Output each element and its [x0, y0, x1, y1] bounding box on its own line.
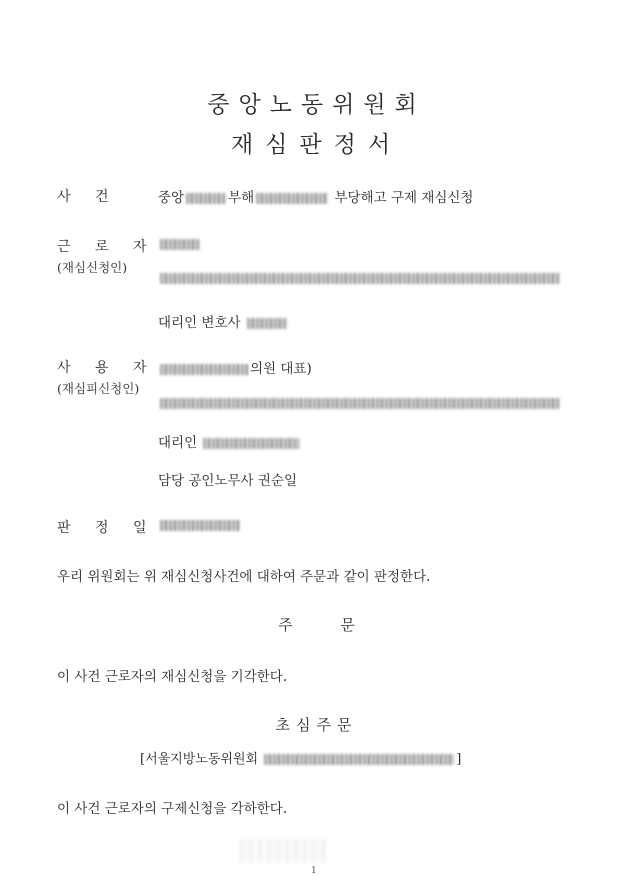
employer-address — [158, 395, 562, 411]
employer-label: 사 용 자 — [57, 360, 157, 376]
worker-agent-label: 대리인 변호사 — [158, 315, 241, 331]
page-number: 1 — [311, 866, 317, 876]
worker-agent — [158, 311, 289, 331]
employer-agent — [158, 431, 301, 451]
employer-role: (재심피신청인) — [57, 381, 140, 396]
worker-label: 근 로 자 — [57, 239, 157, 255]
case-suffix: 부당해고 구제 재심신청 — [334, 190, 474, 206]
redacted-case-number — [186, 193, 226, 204]
initial-order-heading: 초심주문 — [275, 716, 358, 734]
case-prefix: 중앙 — [158, 190, 185, 206]
redacted-employer-agent — [203, 438, 299, 449]
initial-order-source-close: ] — [456, 752, 462, 767]
intro-paragraph: 우리 위원회는 위 재심신청사건에 대하여 주문과 같이 판정한다. — [57, 569, 431, 585]
case-middle: 부해 — [228, 190, 255, 206]
order-text: 이 사건 근로자의 재심신청을 기각한다. — [57, 669, 288, 685]
worker-name — [158, 236, 202, 252]
initial-order-text: 이 사건 근로자의 구제신청을 각하한다. — [57, 801, 288, 817]
redacted-case-number-2 — [256, 193, 328, 204]
document-issuer: 중앙노동위원회 — [207, 92, 426, 118]
faded-stamp — [240, 838, 330, 862]
employer-agent-label: 대리인 — [158, 435, 198, 451]
worker-role: (재심신청인) — [57, 260, 128, 275]
initial-order-source-open: [서울지방노동위원회 — [140, 752, 259, 767]
initial-order-source — [140, 748, 461, 767]
redacted-worker-name — [160, 239, 200, 250]
employer-staff: 담당 공인노무사 권순일 — [158, 473, 297, 489]
order-heading: 주 문 — [278, 616, 355, 634]
case-value — [158, 186, 473, 206]
redacted-worker-agent — [247, 318, 287, 329]
decision-date-label: 판 정 일 — [57, 520, 157, 536]
case-label: 사 건 — [57, 189, 119, 205]
decision-date-value — [158, 517, 242, 533]
redacted-initial-case — [264, 754, 454, 765]
employer-name — [158, 357, 312, 377]
employer-name-suffix: 의원 대표) — [250, 361, 312, 377]
redacted-worker-address — [160, 273, 560, 284]
worker-address — [158, 270, 562, 286]
redacted-decision-date — [160, 520, 240, 531]
document-title: 재심판정서 — [230, 132, 403, 158]
redacted-employer-address — [160, 398, 560, 409]
redacted-employer-name — [160, 364, 248, 375]
